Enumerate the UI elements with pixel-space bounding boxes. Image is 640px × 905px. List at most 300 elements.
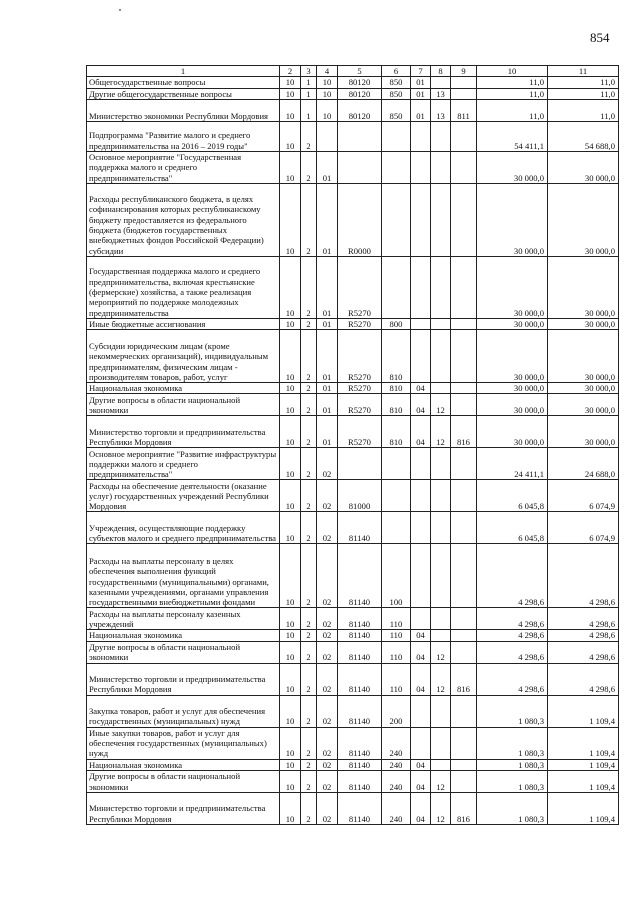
table-row: [87, 793, 619, 825]
row-name-cell: Другие вопросы в области национальной экономики: [87, 394, 280, 416]
table-row: [87, 641, 619, 663]
scan-speck: [119, 9, 121, 11]
row-value-cell: R5270: [338, 256, 382, 318]
table-row: [87, 663, 619, 695]
row-value-cell: 10: [280, 608, 301, 630]
row-value-cell: 11,0: [477, 77, 548, 88]
row-value-cell: 10: [317, 88, 338, 99]
table-row: [87, 512, 619, 544]
row-value-cell: [382, 256, 411, 318]
row-name-cell: Другие вопросы в области национальной экономики: [87, 641, 280, 663]
row-value-cell: 02: [317, 759, 338, 770]
row-value-cell: [451, 771, 477, 793]
row-value-cell: 02: [317, 727, 338, 759]
column-header: 1: [87, 66, 280, 77]
row-value-cell: 10: [280, 695, 301, 727]
row-value-cell: 30 000,0: [477, 256, 548, 318]
row-value-cell: 12: [431, 663, 451, 695]
row-value-cell: 10: [280, 448, 301, 480]
row-value-cell: 1 109,4: [548, 695, 619, 727]
row-value-cell: [431, 383, 451, 394]
row-value-cell: 1: [301, 77, 317, 88]
row-value-cell: [451, 630, 477, 641]
row-value-cell: 10: [280, 77, 301, 88]
row-name-cell: Расходы на выплаты персоналу казенных учреждений: [87, 608, 280, 630]
row-name-cell: Основное мероприятие "Государственная поддержка малого и среднего предпринимательства": [87, 151, 280, 183]
row-value-cell: 04: [411, 793, 431, 825]
row-value-cell: 12: [431, 793, 451, 825]
row-value-cell: 4 298,6: [477, 641, 548, 663]
row-value-cell: 816: [451, 793, 477, 825]
row-value-cell: 10: [280, 256, 301, 318]
table-row: [87, 383, 619, 394]
row-value-cell: 30 000,0: [548, 330, 619, 383]
row-value-cell: 2: [301, 695, 317, 727]
row-value-cell: 810: [382, 416, 411, 448]
row-value-cell: [451, 318, 477, 329]
row-value-cell: 4 298,6: [548, 641, 619, 663]
row-value-cell: 01: [411, 99, 431, 121]
row-value-cell: 2: [301, 151, 317, 183]
row-value-cell: 81140: [338, 608, 382, 630]
row-value-cell: 810: [382, 394, 411, 416]
table-row: [87, 448, 619, 480]
table-row: [87, 608, 619, 630]
row-value-cell: 4 298,6: [477, 544, 548, 608]
row-value-cell: [338, 121, 382, 151]
row-value-cell: 11,0: [477, 99, 548, 121]
row-value-cell: 30 000,0: [477, 183, 548, 256]
row-value-cell: 2: [301, 480, 317, 512]
row-value-cell: [317, 121, 338, 151]
row-value-cell: 240: [382, 793, 411, 825]
row-value-cell: 6 045,8: [477, 512, 548, 544]
row-value-cell: 12: [431, 641, 451, 663]
row-value-cell: 30 000,0: [548, 256, 619, 318]
row-value-cell: 4 298,6: [548, 663, 619, 695]
row-value-cell: 30 000,0: [477, 151, 548, 183]
row-value-cell: 10: [280, 121, 301, 151]
row-value-cell: 6 074,9: [548, 512, 619, 544]
row-value-cell: [451, 394, 477, 416]
row-value-cell: 02: [317, 480, 338, 512]
row-value-cell: 2: [301, 793, 317, 825]
row-value-cell: 30 000,0: [548, 318, 619, 329]
row-value-cell: 01: [317, 256, 338, 318]
row-value-cell: 2: [301, 544, 317, 608]
row-value-cell: [382, 183, 411, 256]
row-value-cell: [431, 512, 451, 544]
row-value-cell: [382, 151, 411, 183]
row-value-cell: 81140: [338, 759, 382, 770]
column-header: 6: [382, 66, 411, 77]
row-name-cell: Расходы на выплаты персоналу в целях обеспечения выполнения функций государственными (муниципальными) органами, казенными учреждениями, органами управления государственными внебюджетными фондами: [87, 544, 280, 608]
row-name-cell: Основное мероприятие "Развитие инфраструктуры поддержки малого и среднего предпринимательства": [87, 448, 280, 480]
row-name-cell: Министерство торговли и предпринимательства Республики Мордовия: [87, 663, 280, 695]
row-value-cell: [451, 121, 477, 151]
row-value-cell: 2: [301, 383, 317, 394]
row-value-cell: 10: [280, 759, 301, 770]
row-value-cell: 30 000,0: [548, 416, 619, 448]
row-value-cell: 30 000,0: [477, 416, 548, 448]
row-value-cell: 04: [411, 630, 431, 641]
row-value-cell: 12: [431, 771, 451, 793]
row-value-cell: [338, 151, 382, 183]
row-value-cell: 10: [317, 99, 338, 121]
row-value-cell: 24 411,1: [477, 448, 548, 480]
row-value-cell: 54 411,1: [477, 121, 548, 151]
table-row: [87, 256, 619, 318]
row-name-cell: Закупка товаров, работ и услуг для обеспечения государственных (муниципальных) нужд: [87, 695, 280, 727]
row-value-cell: 12: [431, 394, 451, 416]
row-value-cell: 02: [317, 771, 338, 793]
row-value-cell: [451, 383, 477, 394]
row-value-cell: 02: [317, 641, 338, 663]
row-value-cell: 02: [317, 663, 338, 695]
row-name-cell: Министерство торговли и предпринимательства Республики Мордовия: [87, 793, 280, 825]
row-value-cell: 11,0: [477, 88, 548, 99]
row-value-cell: 04: [411, 383, 431, 394]
row-value-cell: 2: [301, 608, 317, 630]
table-row: [87, 77, 619, 88]
row-value-cell: 110: [382, 663, 411, 695]
row-value-cell: 02: [317, 448, 338, 480]
row-value-cell: 02: [317, 793, 338, 825]
column-header: 5: [338, 66, 382, 77]
row-value-cell: 04: [411, 641, 431, 663]
row-value-cell: [451, 448, 477, 480]
row-value-cell: [451, 256, 477, 318]
row-value-cell: 1 109,4: [548, 793, 619, 825]
row-value-cell: [382, 121, 411, 151]
row-value-cell: 2: [301, 663, 317, 695]
column-header: 8: [431, 66, 451, 77]
row-name-cell: Национальная экономика: [87, 383, 280, 394]
row-value-cell: 01: [317, 383, 338, 394]
row-value-cell: 1 080,3: [477, 695, 548, 727]
row-value-cell: 81140: [338, 727, 382, 759]
row-name-cell: Другие общегосударственные вопросы: [87, 88, 280, 99]
row-value-cell: [451, 608, 477, 630]
row-value-cell: 2: [301, 416, 317, 448]
budget-table: [86, 65, 619, 825]
row-value-cell: 4 298,6: [548, 630, 619, 641]
row-value-cell: [431, 121, 451, 151]
row-value-cell: [431, 318, 451, 329]
row-name-cell: Субсидии юридическим лицам (кроме некоммерческих организаций), индивидуальным предпринимателям, физическим лицам - производителям товаров, работ, услуг: [87, 330, 280, 383]
row-value-cell: 30 000,0: [548, 151, 619, 183]
row-value-cell: 04: [411, 771, 431, 793]
row-value-cell: 2: [301, 512, 317, 544]
row-value-cell: 6 074,9: [548, 480, 619, 512]
row-value-cell: 04: [411, 416, 431, 448]
row-value-cell: 2: [301, 121, 317, 151]
row-value-cell: 01: [317, 151, 338, 183]
table-row: [87, 121, 619, 151]
row-value-cell: 200: [382, 695, 411, 727]
row-value-cell: 30 000,0: [548, 383, 619, 394]
row-value-cell: 81140: [338, 695, 382, 727]
row-value-cell: [451, 183, 477, 256]
row-name-cell: Иные закупки товаров, работ и услуг для обеспечения государственных (муниципальных) нужд: [87, 727, 280, 759]
row-value-cell: 4 298,6: [477, 630, 548, 641]
table-row: [87, 416, 619, 448]
row-value-cell: 10: [317, 77, 338, 88]
row-value-cell: [411, 183, 431, 256]
row-name-cell: Общегосударственные вопросы: [87, 77, 280, 88]
row-name-cell: Государственная поддержка малого и среднего предпринимательства, включая крестьянские (фермерские) хозяйства, а также реализация мероприятий по поддержке молодежных предпринимательства: [87, 256, 280, 318]
row-value-cell: 02: [317, 630, 338, 641]
column-header: 7: [411, 66, 431, 77]
row-value-cell: [451, 544, 477, 608]
row-value-cell: [451, 512, 477, 544]
row-value-cell: 100: [382, 544, 411, 608]
row-value-cell: 24 688,0: [548, 448, 619, 480]
table-row: [87, 695, 619, 727]
row-value-cell: 81140: [338, 663, 382, 695]
row-value-cell: 01: [411, 88, 431, 99]
row-value-cell: 01: [317, 183, 338, 256]
row-value-cell: 30 000,0: [477, 318, 548, 329]
row-value-cell: 02: [317, 695, 338, 727]
row-name-cell: Расходы республиканского бюджета, в целях софинансирования которых республиканскому бюджету предоставляется из федерального бюджета (бюджетов государственных внебюджетных фондов Российской Федерации) субсидии: [87, 183, 280, 256]
row-value-cell: 11,0: [548, 88, 619, 99]
row-value-cell: 240: [382, 727, 411, 759]
row-value-cell: [451, 330, 477, 383]
row-value-cell: [411, 256, 431, 318]
row-name-cell: Иные бюджетные ассигнования: [87, 318, 280, 329]
row-value-cell: 30 000,0: [477, 330, 548, 383]
row-value-cell: 10: [280, 394, 301, 416]
row-value-cell: R0000: [338, 183, 382, 256]
table-row: [87, 151, 619, 183]
row-value-cell: [431, 759, 451, 770]
row-value-cell: 811: [451, 99, 477, 121]
row-value-cell: 4 298,6: [477, 608, 548, 630]
row-value-cell: 10: [280, 183, 301, 256]
row-value-cell: 54 688,0: [548, 121, 619, 151]
row-value-cell: R5270: [338, 394, 382, 416]
row-value-cell: [411, 544, 431, 608]
row-value-cell: [411, 318, 431, 329]
page-number: 854: [590, 30, 610, 45]
row-value-cell: 850: [382, 77, 411, 88]
row-value-cell: 04: [411, 759, 431, 770]
row-value-cell: 2: [301, 759, 317, 770]
row-value-cell: 30 000,0: [548, 394, 619, 416]
column-header: 10: [477, 66, 548, 77]
row-value-cell: 800: [382, 318, 411, 329]
row-value-cell: 240: [382, 759, 411, 770]
row-value-cell: 6 045,8: [477, 480, 548, 512]
row-value-cell: [411, 448, 431, 480]
row-value-cell: 4 298,6: [548, 544, 619, 608]
row-value-cell: 110: [382, 630, 411, 641]
column-header: 9: [451, 66, 477, 77]
row-value-cell: 10: [280, 544, 301, 608]
row-value-cell: [451, 88, 477, 99]
row-value-cell: [431, 695, 451, 727]
row-value-cell: 1 109,4: [548, 771, 619, 793]
table-row: [87, 183, 619, 256]
row-value-cell: 2: [301, 727, 317, 759]
row-value-cell: [431, 256, 451, 318]
row-value-cell: 110: [382, 608, 411, 630]
row-value-cell: [451, 151, 477, 183]
row-value-cell: [431, 151, 451, 183]
row-value-cell: 110: [382, 641, 411, 663]
table-row: [87, 318, 619, 329]
row-value-cell: 81140: [338, 771, 382, 793]
row-value-cell: 810: [382, 330, 411, 383]
row-value-cell: 81140: [338, 544, 382, 608]
row-value-cell: [338, 448, 382, 480]
row-name-cell: Расходы на обеспечение деятельности (оказание услуг) государственных учреждений Республики Мордовия: [87, 480, 280, 512]
row-value-cell: 10: [280, 416, 301, 448]
row-value-cell: 10: [280, 330, 301, 383]
column-header: 11: [548, 66, 619, 77]
row-value-cell: 10: [280, 383, 301, 394]
row-value-cell: 1 109,4: [548, 759, 619, 770]
row-value-cell: 2: [301, 394, 317, 416]
row-value-cell: 10: [280, 512, 301, 544]
table-row: [87, 88, 619, 99]
row-value-cell: 240: [382, 771, 411, 793]
row-value-cell: 10: [280, 318, 301, 329]
row-value-cell: 10: [280, 663, 301, 695]
row-name-cell: Национальная экономика: [87, 759, 280, 770]
row-value-cell: 2: [301, 448, 317, 480]
row-value-cell: 4 298,6: [548, 608, 619, 630]
row-value-cell: 1: [301, 88, 317, 99]
row-value-cell: 81140: [338, 641, 382, 663]
row-value-cell: [411, 480, 431, 512]
row-value-cell: 81140: [338, 512, 382, 544]
row-name-cell: Подпрограмма "Развитие малого и среднего предпринимательства на 2016 – 2019 годы": [87, 121, 280, 151]
row-value-cell: 1: [301, 99, 317, 121]
row-value-cell: 1 109,4: [548, 727, 619, 759]
row-value-cell: R5270: [338, 318, 382, 329]
row-value-cell: 11,0: [548, 77, 619, 88]
row-value-cell: 2: [301, 330, 317, 383]
table-row: [87, 759, 619, 770]
row-value-cell: 80120: [338, 77, 382, 88]
table-row: [87, 394, 619, 416]
row-value-cell: R5270: [338, 330, 382, 383]
row-value-cell: [451, 480, 477, 512]
row-value-cell: [451, 695, 477, 727]
table-header-row: [87, 66, 619, 77]
row-value-cell: [411, 512, 431, 544]
row-value-cell: 10: [280, 480, 301, 512]
row-value-cell: [411, 330, 431, 383]
row-value-cell: 2: [301, 183, 317, 256]
row-value-cell: 10: [280, 99, 301, 121]
row-value-cell: 10: [280, 630, 301, 641]
row-value-cell: [411, 121, 431, 151]
row-value-cell: 04: [411, 663, 431, 695]
row-name-cell: Министерство торговли и предпринимательства Республики Мордовия: [87, 416, 280, 448]
row-value-cell: [451, 727, 477, 759]
row-value-cell: [411, 695, 431, 727]
row-name-cell: Национальная экономика: [87, 630, 280, 641]
row-value-cell: [431, 608, 451, 630]
row-value-cell: [431, 727, 451, 759]
row-value-cell: 816: [451, 663, 477, 695]
row-value-cell: 81140: [338, 630, 382, 641]
row-name-cell: Учреждения, осуществляющие поддержку субъектов малого и среднего предпринимательства: [87, 512, 280, 544]
row-value-cell: 30 000,0: [548, 183, 619, 256]
row-value-cell: 2: [301, 256, 317, 318]
row-value-cell: 01: [317, 318, 338, 329]
row-value-cell: 1 080,3: [477, 727, 548, 759]
row-value-cell: 10: [280, 793, 301, 825]
row-value-cell: 30 000,0: [477, 383, 548, 394]
row-value-cell: 850: [382, 88, 411, 99]
row-value-cell: 01: [317, 330, 338, 383]
row-value-cell: [451, 641, 477, 663]
row-value-cell: R5270: [338, 383, 382, 394]
row-value-cell: 2: [301, 630, 317, 641]
row-value-cell: 30 000,0: [477, 394, 548, 416]
row-value-cell: 80120: [338, 99, 382, 121]
row-value-cell: [431, 183, 451, 256]
row-value-cell: 10: [280, 88, 301, 99]
row-value-cell: [411, 151, 431, 183]
row-value-cell: 01: [317, 394, 338, 416]
row-value-cell: 2: [301, 318, 317, 329]
row-value-cell: [411, 608, 431, 630]
row-value-cell: [431, 448, 451, 480]
row-value-cell: 01: [411, 77, 431, 88]
row-value-cell: 10: [280, 771, 301, 793]
row-value-cell: [431, 330, 451, 383]
row-value-cell: 01: [317, 416, 338, 448]
row-value-cell: 02: [317, 512, 338, 544]
row-value-cell: R5270: [338, 416, 382, 448]
column-header: 2: [280, 66, 301, 77]
row-value-cell: [431, 77, 451, 88]
row-name-cell: Другие вопросы в области национальной экономики: [87, 771, 280, 793]
row-name-cell: Министерство экономики Республики Мордовия: [87, 99, 280, 121]
row-value-cell: 1 080,3: [477, 759, 548, 770]
row-value-cell: 13: [431, 99, 451, 121]
row-value-cell: [431, 630, 451, 641]
table-row: [87, 99, 619, 121]
row-value-cell: [382, 480, 411, 512]
row-value-cell: 80120: [338, 88, 382, 99]
row-value-cell: 2: [301, 641, 317, 663]
row-value-cell: [451, 759, 477, 770]
table-row: [87, 544, 619, 608]
row-value-cell: 4 298,6: [477, 663, 548, 695]
row-value-cell: 04: [411, 394, 431, 416]
row-value-cell: [451, 77, 477, 88]
row-value-cell: 1 080,3: [477, 793, 548, 825]
row-value-cell: 12: [431, 416, 451, 448]
row-value-cell: [382, 448, 411, 480]
row-value-cell: 02: [317, 608, 338, 630]
table-row: [87, 771, 619, 793]
row-value-cell: 81000: [338, 480, 382, 512]
row-value-cell: [431, 480, 451, 512]
row-value-cell: [431, 544, 451, 608]
row-value-cell: 810: [382, 383, 411, 394]
table-row: [87, 727, 619, 759]
row-value-cell: 13: [431, 88, 451, 99]
table-row: [87, 480, 619, 512]
row-value-cell: 02: [317, 544, 338, 608]
